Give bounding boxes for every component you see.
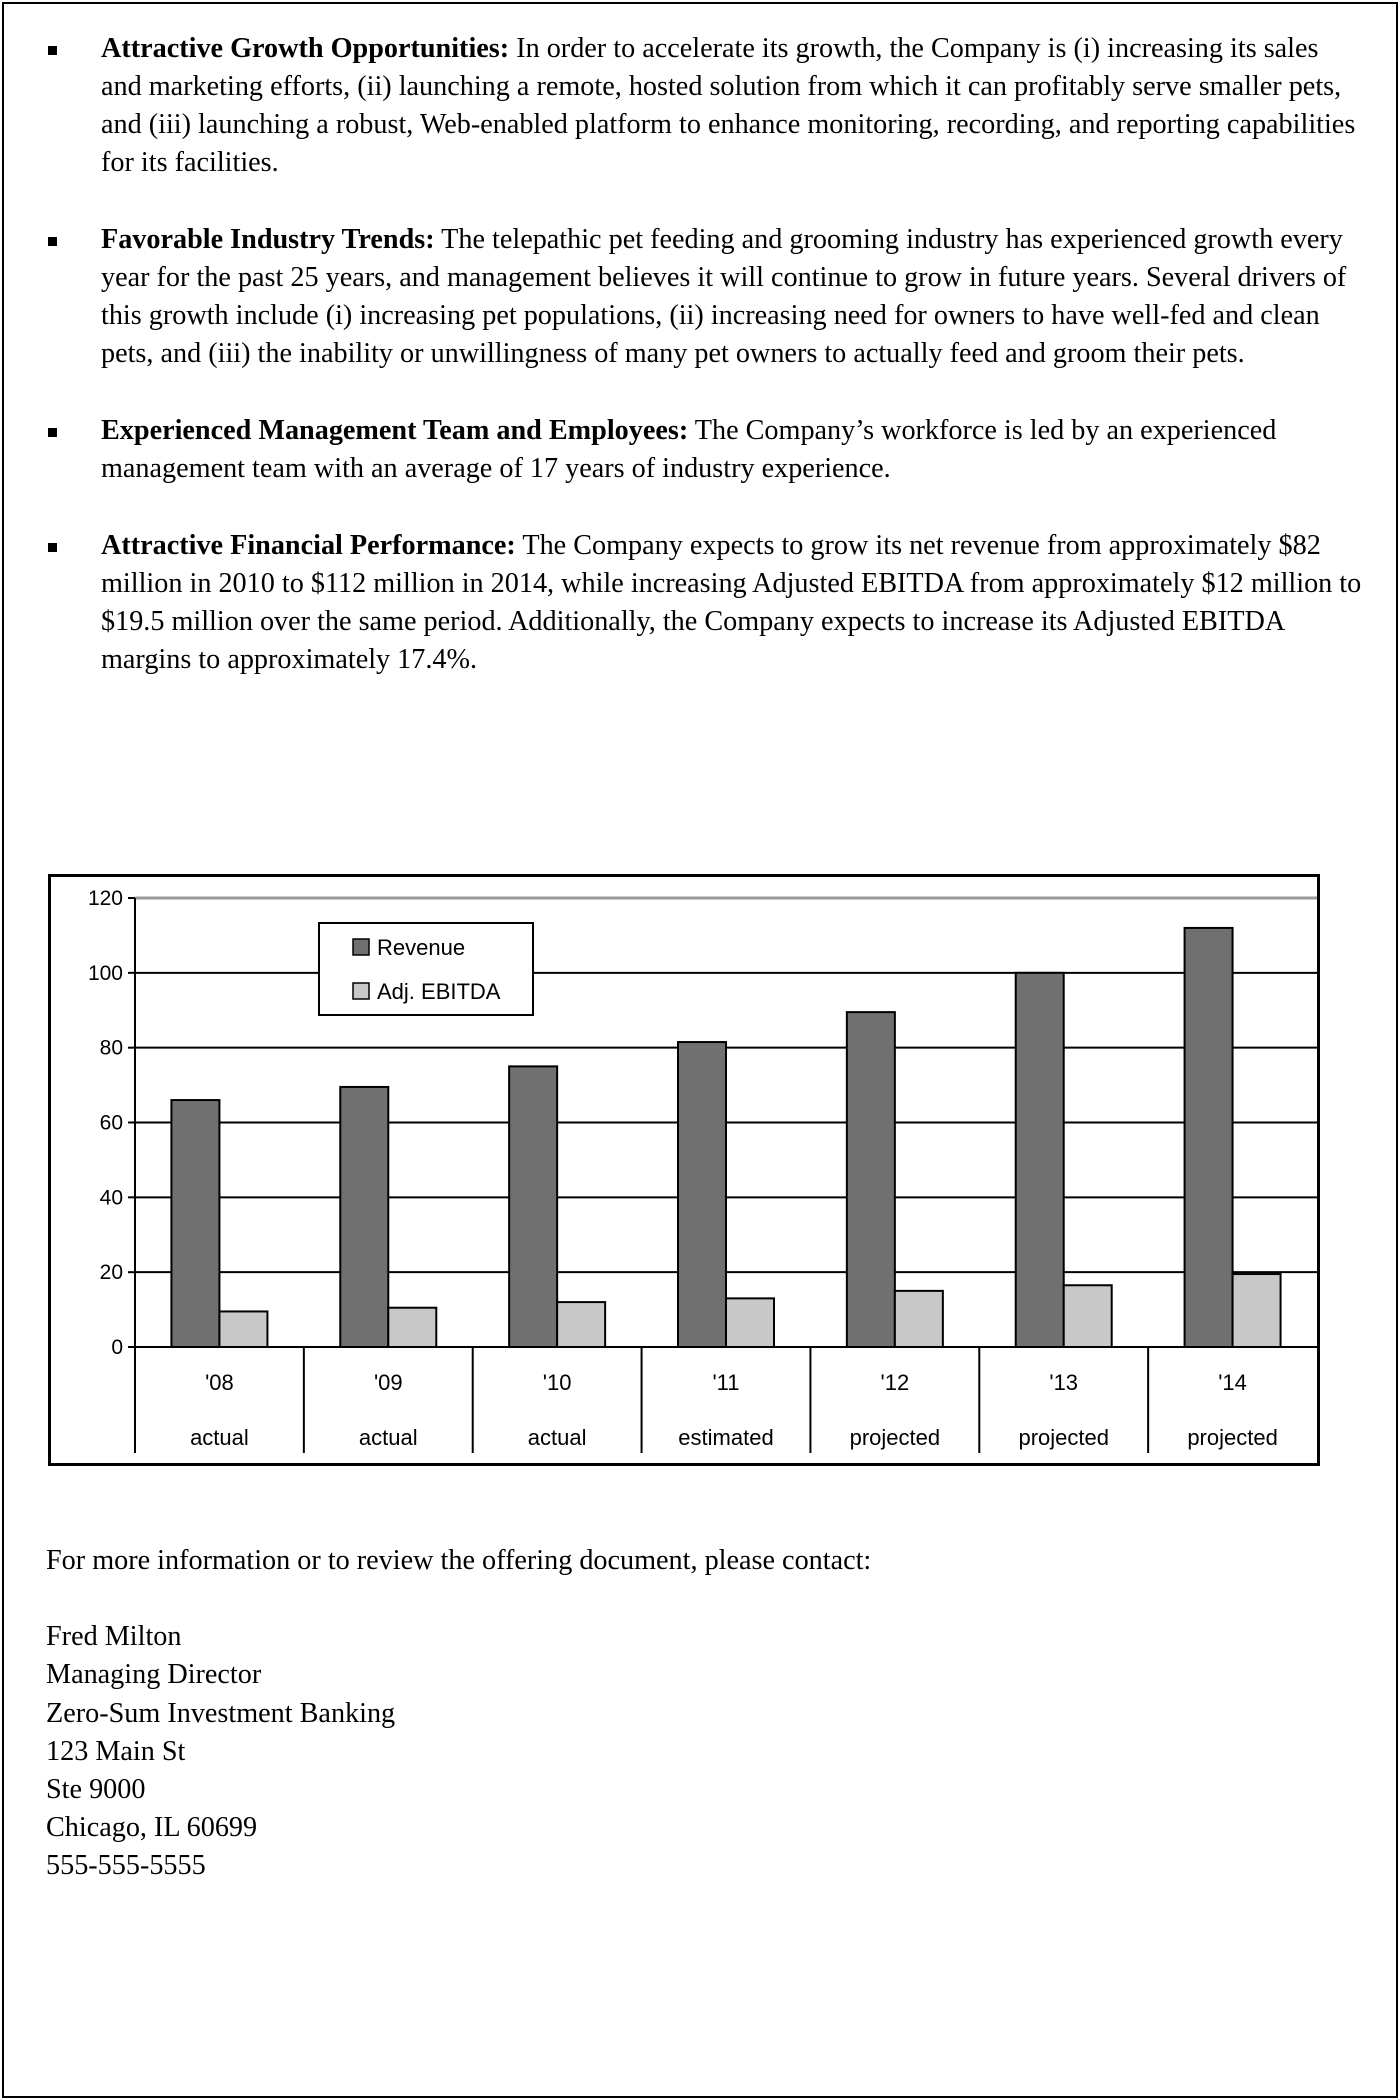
contact-title: Managing Director	[46, 1659, 262, 1691]
bar-revenue-6	[1185, 928, 1233, 1347]
y-tick-label: 100	[87, 961, 123, 985]
bullet-heading: Attractive Growth Opportunities:	[101, 33, 510, 64]
x-sublabel: actual	[358, 1425, 418, 1450]
bar-revenue-1	[340, 1087, 388, 1347]
document-page	[2, 2, 1398, 2098]
contact-company: Zero-Sum Investment Banking	[46, 1697, 396, 1729]
spacer	[46, 1580, 871, 1618]
bar-revenue-5	[1016, 973, 1064, 1347]
legend-swatch	[353, 939, 369, 955]
x-sublabel: projected	[1187, 1425, 1278, 1450]
bullet-text: The telepathic pet feeding and grooming industry has experienced growth every year for the past 25 years, and management believes it will continue to grow in future years. Several drivers of this growth include (i) increasing pet populations, (ii) increasing need for owners to have well-fed and clean pets, and (iii) the inability or unwillingness of many pet owners to actually feed and groom their pets.	[101, 224, 1347, 369]
legend-label: Adj. EBITDA	[377, 979, 501, 1004]
y-tick-label: 120	[87, 887, 123, 910]
bullet-industry-trends	[44, 221, 1364, 373]
bar-revenue-4	[847, 1012, 895, 1347]
bar-revenue-3	[678, 1042, 726, 1347]
bullet-text: In order to accelerate its growth, the Company is (i) increasing its sales and marketing efforts, (ii) launching a remote, hosted solution from which it can profitably serve smaller pets, and (iii) launching a robust, Web-enabled platform to enhance monitoring, recording, and reporting capabilities for its facilities.	[101, 33, 1356, 178]
bar-adj-ebitda-5	[1064, 1285, 1112, 1347]
contact-street: 123 Main St	[46, 1735, 186, 1767]
x-tick-label: '14	[1218, 1370, 1247, 1395]
bullet-management-team	[44, 412, 1364, 488]
square-bullet-icon	[48, 237, 57, 246]
bar-adj-ebitda-3	[726, 1298, 774, 1347]
y-tick-label: 20	[99, 1261, 123, 1285]
bullet-text: The Company’s workforce is led by an experienced management team with an average of 17 years of industry experience.	[101, 415, 1277, 484]
contact-city: Chicago, IL 60699	[46, 1812, 258, 1844]
x-sublabel: actual	[190, 1425, 249, 1450]
contact-name: Fred Milton	[46, 1621, 182, 1653]
x-sublabel: actual	[527, 1425, 587, 1450]
x-tick-label: '08	[205, 1370, 234, 1395]
bullet-heading: Favorable Industry Trends:	[101, 224, 435, 255]
y-tick-label: 60	[99, 1111, 123, 1135]
bar-revenue-0	[171, 1100, 219, 1347]
highlights-list	[44, 30, 1364, 718]
legend-swatch	[353, 983, 369, 999]
y-tick-label: 0	[111, 1336, 123, 1359]
contact-suite: Ste 9000	[46, 1774, 146, 1806]
contact-intro: For more information or to review the offering document, please contact:	[46, 1545, 872, 1576]
bar-revenue-2	[509, 1066, 557, 1347]
contact-block	[46, 1542, 871, 1886]
bullet-text: The Company expects to grow its net revenue from approximately $82 million in 2010 to $112 million in 2014, while increasing Adjusted EBITDA from approximately $12 million to $19.5 million over the same period. Additionally, the Company expects to increase its Adjusted EBITDA margins to approximately 17.4%.	[101, 530, 1362, 675]
bar-adj-ebitda-4	[895, 1291, 943, 1347]
bullet-heading: Experienced Management Team and Employees:	[101, 415, 689, 446]
bar-adj-ebitda-6	[1233, 1274, 1281, 1347]
bar-adj-ebitda-1	[388, 1308, 436, 1347]
bar-adj-ebitda-2	[557, 1302, 605, 1347]
x-tick-label: '12	[880, 1370, 910, 1395]
bullet-financial-performance	[44, 527, 1364, 679]
legend-label: Revenue	[377, 935, 466, 960]
x-sublabel: estimated	[678, 1425, 774, 1450]
square-bullet-icon	[48, 543, 57, 552]
revenue-ebitda-chart	[48, 874, 1320, 1466]
x-sublabel: projected	[1018, 1425, 1109, 1450]
bullet-heading: Attractive Financial Performance:	[101, 530, 516, 561]
square-bullet-icon	[48, 46, 57, 55]
x-tick-label: '13	[1049, 1370, 1079, 1395]
square-bullet-icon	[48, 428, 57, 437]
y-tick-label: 40	[99, 1186, 123, 1210]
x-tick-label: '10	[542, 1370, 572, 1395]
y-tick-label: 80	[99, 1036, 123, 1060]
chart-canvas	[51, 877, 1317, 1463]
x-tick-label: '11	[712, 1370, 740, 1395]
bar-adj-ebitda-0	[219, 1311, 267, 1347]
x-tick-label: '09	[373, 1370, 403, 1395]
contact-phone: 555-555-5555	[46, 1850, 206, 1882]
x-sublabel: projected	[849, 1425, 941, 1450]
bullet-growth-opportunities	[44, 30, 1364, 182]
